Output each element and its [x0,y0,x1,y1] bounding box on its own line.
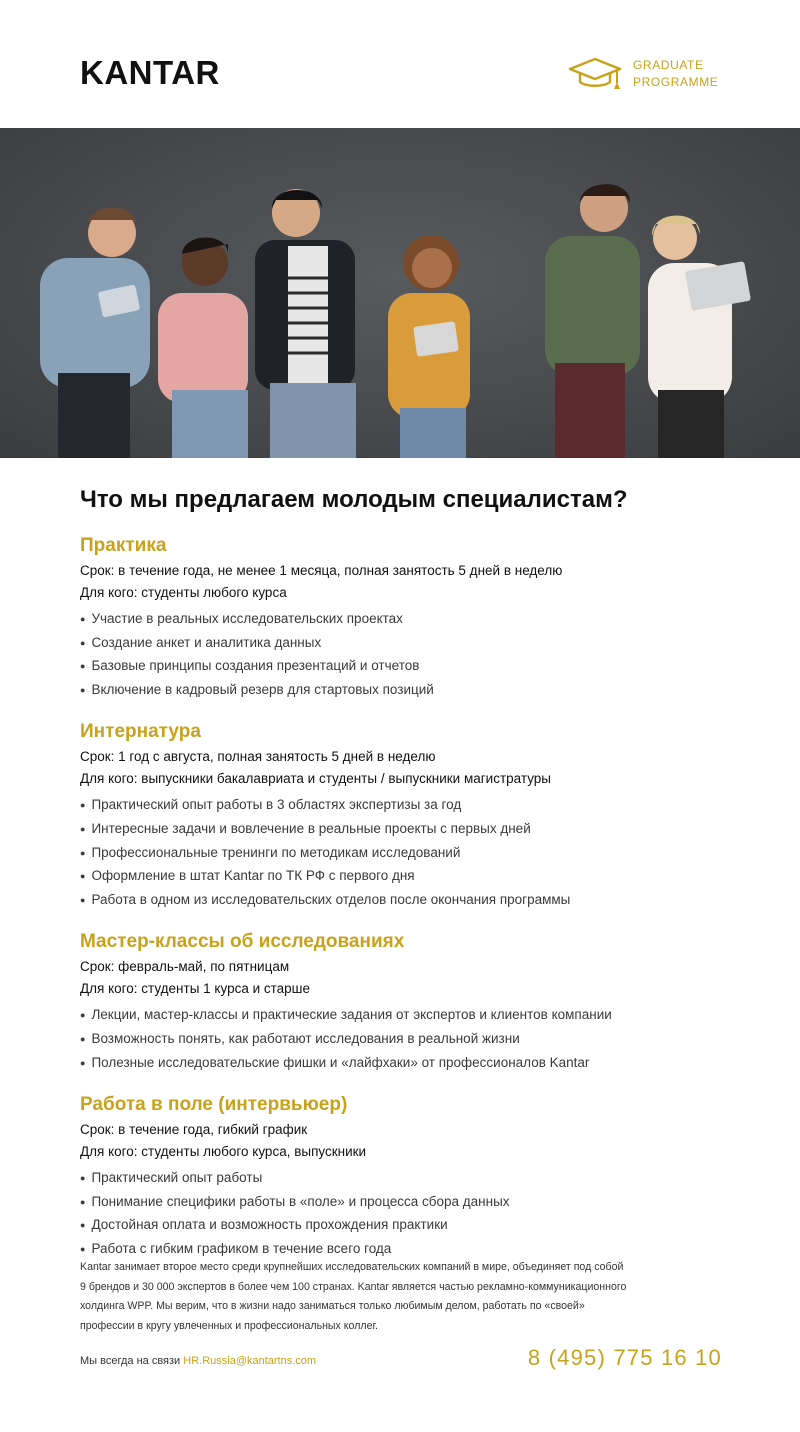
list-item: ● Создание анкет и аналитика данных [80,632,740,656]
section-masterclasses [80,930,740,1075]
section-audience: Для кого: студенты 1 курса и старше [80,981,311,997]
section-term: Срок: 1 год с августа, полная занятость 5 дней в неделю [80,749,436,765]
section-practice [80,534,740,702]
person-3 [255,189,356,458]
about-line: профессии в кругу увлеченных и профессиональных коллег. [80,1319,378,1332]
list-item: ● Профессиональные тренинги по методикам исследований [80,842,740,866]
graduate-label: GRADUATE [633,58,704,72]
kantar-logo: KANTAR [80,54,220,91]
list-item: ● Интересные задачи и вовлечение в реальные проекты с первых дней [80,818,740,842]
section-title: Работа в поле (интервьюер) [80,1094,348,1116]
person-6 [648,215,751,458]
person-5 [545,184,640,458]
list-item: ● Работа с гибким графиком в течение всего года [80,1238,740,1262]
list-item: ● Практический опыт работы в 3 областях экспертизы за год [80,794,740,818]
person-1 [40,208,150,459]
section-internship [80,720,740,912]
list-item: ● Лекции, мастер-классы и практические задания от экспертов и клиентов компании [80,1004,740,1028]
list-item: ● Практический опыт работы [80,1167,740,1191]
section-audience: Для кого: студенты любого курса [80,585,287,600]
section-title: Практика [80,535,167,556]
page-title: Что мы предлагаем молодым специалистам? [80,486,628,513]
main-content [80,480,740,1262]
list-item: ● Работа в одном из исследовательских отделов после окончания программы [80,889,740,913]
list-item: ● Понимание специфики работы в «поле» и процесса сбора данных [80,1191,740,1215]
about-line: 9 брендов и 30 000 экспертов в более чем 100 странах. Kantar является частью рекламно-коммуникационного [80,1280,627,1293]
about-line: холдинга WPP. Мы верим, что в жизни надо заниматься только любимым делом, работать по «своей» [80,1300,585,1312]
person-2 [158,238,248,459]
page-header [0,0,800,128]
contact-line [80,1353,316,1369]
company-description [80,1258,730,1336]
programme-label: PROGRAMME [633,75,719,89]
person-4 [388,235,470,458]
section-term: Срок: в течение года, не менее 1 месяца, полная занятость 5 дней в неделю [80,563,563,578]
list-item: ● Включение в кадровый резерв для стартовых позиций [80,679,740,703]
graduation-cap-icon [567,56,623,92]
list-item: ● Полезные исследовательские фишки и «лайфхаки» от профессионалов Kantar [80,1052,740,1076]
email-link[interactable]: HR.Russia@kantartns.com [183,1355,317,1367]
section-fieldwork [80,1093,740,1261]
section-bullets [80,1167,740,1261]
phone-number[interactable]: 8 (495) 775 16 10 [527,1345,722,1370]
people-illustration [0,128,800,458]
list-item: ● Достойная оплата и возможность прохождения практики [80,1214,740,1238]
section-audience: Для кого: студенты любого курса, выпускники [80,1144,367,1160]
contact-label: Мы всегда на связи [80,1355,184,1367]
section-title: Интернатура [80,721,201,743]
hero-photo [0,128,800,458]
list-item: ● Базовые принципы создания презентаций и отчетов [80,655,740,679]
section-bullets [80,794,740,912]
about-line: Kantar занимает второе место среди крупнейших исследовательских компаний в мире, объединяет под собой [80,1261,624,1273]
section-term: Срок: в течение года, гибкий график [80,1122,308,1138]
section-bullets [80,1004,740,1075]
section-audience: Для кого: выпускники бакалавриата и студенты / выпускники магистратуры [80,771,552,787]
section-title: Мастер-классы об исследованиях [80,931,405,953]
list-item: ● Оформление в штат Kantar по ТК РФ с первого дня [80,865,740,889]
section-bullets [80,608,740,702]
list-item: ● Возможность понять, как работают исследования в реальной жизни [80,1028,740,1052]
section-term: Срок: февраль-май, по пятницам [80,959,290,975]
graduate-programme-badge [567,56,727,96]
list-item: ● Участие в реальных исследовательских проектах [80,608,740,632]
